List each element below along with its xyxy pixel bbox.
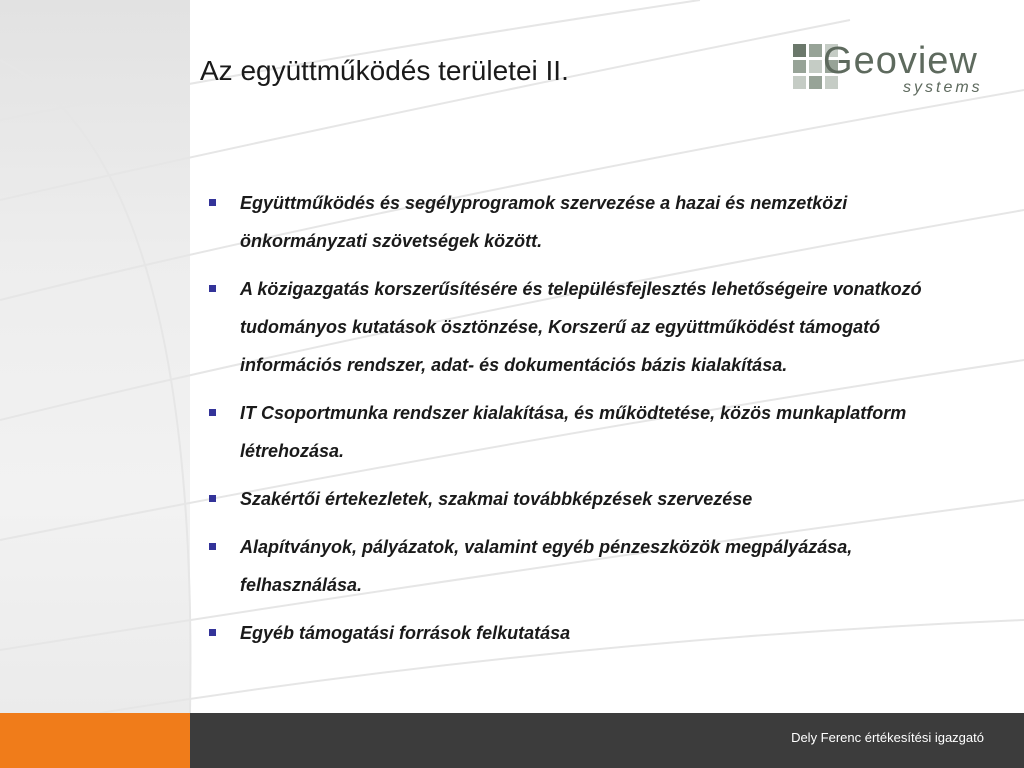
bullet-item bbox=[205, 480, 975, 518]
bullet-item bbox=[205, 270, 975, 384]
bullet-square-icon bbox=[209, 543, 216, 550]
geoview-logo bbox=[793, 40, 1003, 100]
slide-title: Az együttműködés területei II. bbox=[200, 55, 569, 86]
bullet-text: Együttműködés és segélyprogramok szervezése a hazai és nemzetközi önkormányzati szövetségek között. bbox=[240, 193, 848, 251]
bullet-text: Szakértői értekezletek, szakmai továbbképzések szervezése bbox=[240, 489, 753, 509]
bullet-square-icon bbox=[209, 285, 216, 292]
bullet-square-icon bbox=[209, 199, 216, 206]
bullet-text: Alapítványok, pályázatok, valamint egyéb pénzeszközök megpályázása, felhasználása. bbox=[240, 537, 853, 595]
bullet-square-icon bbox=[209, 629, 216, 636]
bullet-item bbox=[205, 184, 975, 260]
bullet-square-icon bbox=[209, 409, 216, 416]
logo-subtitle: systems bbox=[903, 79, 983, 96]
footer-dark-block bbox=[190, 713, 1024, 768]
logo-letter: G bbox=[823, 40, 854, 82]
logo-word: eoview bbox=[853, 40, 978, 82]
bullet-text: IT Csoportmunka rendszer kialakítása, és működtetése, közös munkaplatform létrehozása. bbox=[240, 403, 907, 461]
bullet-item bbox=[205, 528, 975, 604]
bullet-text: Egyéb támogatási források felkutatása bbox=[240, 623, 571, 643]
footer-bar bbox=[0, 713, 1024, 768]
footer-presenter: Dely Ferenc értékesítési igazgató bbox=[791, 730, 984, 745]
logo-wordmark bbox=[823, 40, 978, 83]
bullet-square-icon bbox=[209, 495, 216, 502]
footer-accent-block bbox=[0, 713, 190, 768]
bullet-text: A közigazgatás korszerűsítésére és településfejlesztés lehetőségeire vonatkozó tudományos kutatások ösztönzése, Korszerű az együttműködést támogató információs rendszer, adat- és dokumentációs bázis kialakítása. bbox=[240, 279, 922, 375]
bullet-item bbox=[205, 394, 975, 470]
bullet-list bbox=[205, 184, 975, 662]
bullet-item bbox=[205, 614, 975, 652]
